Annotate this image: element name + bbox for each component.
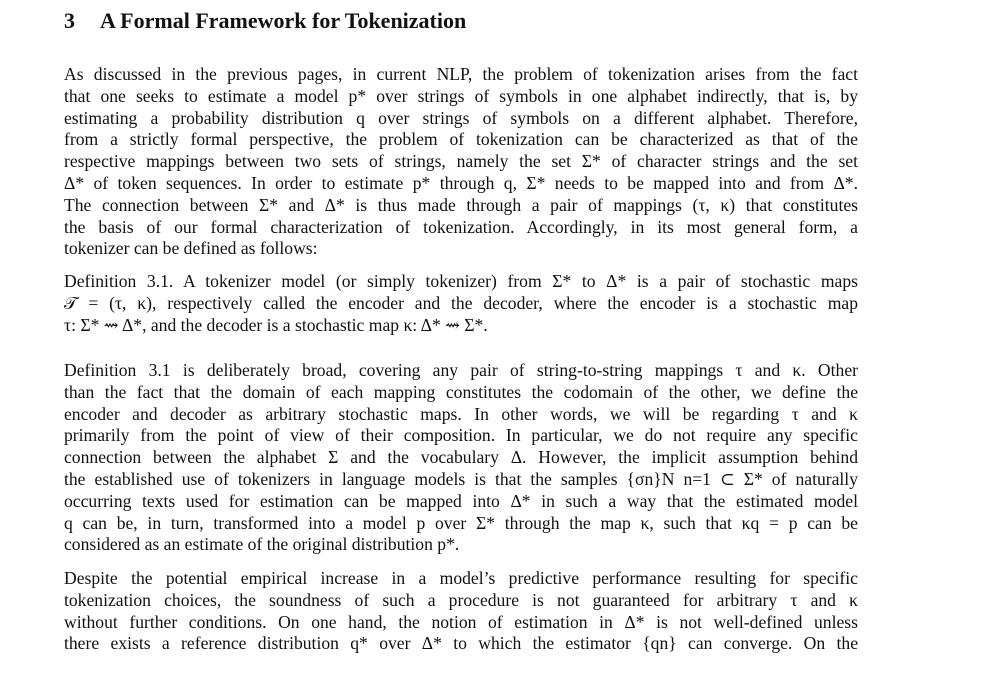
text-line: there exists a reference distribution q* over Δ* to which the estimator {qn} can converge. On the xyxy=(64,633,858,654)
closing-paragraph xyxy=(64,568,858,655)
text-line: the basis of our formal characterization of tokenization. Accordingly, in its most general form, a xyxy=(64,216,858,237)
text-line: Despite the potential empirical increase in a model’s predictive performance resulting for specific xyxy=(64,568,858,588)
text-line: q can be, in turn, transformed into a model p over Σ* through the map κ, such that κq = p can be xyxy=(64,512,858,533)
discussion-paragraph xyxy=(64,360,858,556)
text-line: tokenization choices, the soundness of such a procedure is not guaranteed for arbitrary τ and κ xyxy=(64,589,858,610)
definition-line: τ: Σ* ⇝ Δ*, and the decoder is a stochastic map κ: Δ* ⇝ Σ*. xyxy=(64,314,488,335)
text-line: from a strictly formal perspective, the problem of tokenization can be characterized as that of the xyxy=(64,129,858,150)
section-number: 3 xyxy=(64,8,75,33)
text-line: the established use of tokenizers in language models is that the samples {σn}N n=1 ⊂ Σ* of naturally xyxy=(64,468,858,489)
text-line: that one seeks to estimate a model p* over strings of symbols in one alphabet indirectly, that is, by xyxy=(64,85,858,106)
text-line: encoder and decoder as arbitrary stochastic maps. In other words, we will be regarding τ and κ xyxy=(64,403,858,424)
text-line: considered as an estimate of the original distribution p*. xyxy=(64,534,460,555)
definition-line: Definition 3.1. A tokenizer model (or simply tokenizer) from Σ* to Δ* is a pair of stochastic maps xyxy=(64,271,858,291)
text-line: Definition 3.1 is deliberately broad, covering any pair of string-to-string mappings τ and κ. Other xyxy=(64,360,858,380)
text-line: connection between the alphabet Σ and the vocabulary Δ. However, the implicit assumption behind xyxy=(64,447,858,468)
section-heading xyxy=(64,8,466,34)
text-line: primarily from the point of view of their composition. In particular, we do not require any specific xyxy=(64,425,858,446)
text-line: without further conditions. On one hand, the notion of estimation in Δ* is not well-defined unless xyxy=(64,611,858,632)
text-line: than the fact that the domain of each mapping constitutes the codomain of the other, we define the xyxy=(64,381,858,402)
text-line: estimating a probability distribution q over strings of symbols on a different alphabet. Therefore, xyxy=(64,107,858,128)
text-line: Δ* of token sequences. In order to estimate p* through q, Σ* needs to be mapped into and from Δ*. xyxy=(64,172,858,193)
text-line: The connection between Σ* and Δ* is thus made through a pair of mappings (τ, κ) that constitutes xyxy=(64,194,858,215)
text-line: tokenizer can be defined as follows: xyxy=(64,238,318,259)
text-line: As discussed in the previous pages, in current NLP, the problem of tokenization arises from the fact xyxy=(64,64,858,84)
text-line: occurring texts used for estimation can be mapped into Δ* in such a way that the estimated model xyxy=(64,490,858,511)
text-line: respective mappings between two sets of strings, namely the set Σ* of character strings and the set xyxy=(64,151,858,172)
intro-paragraph xyxy=(64,64,858,260)
definition-line: 𝒯 = (τ, κ), respectively called the encoder and the decoder, where the encoder is a stochastic map xyxy=(64,292,858,313)
definition-block xyxy=(64,271,858,336)
section-title: A Formal Framework for Tokenization xyxy=(100,8,467,33)
